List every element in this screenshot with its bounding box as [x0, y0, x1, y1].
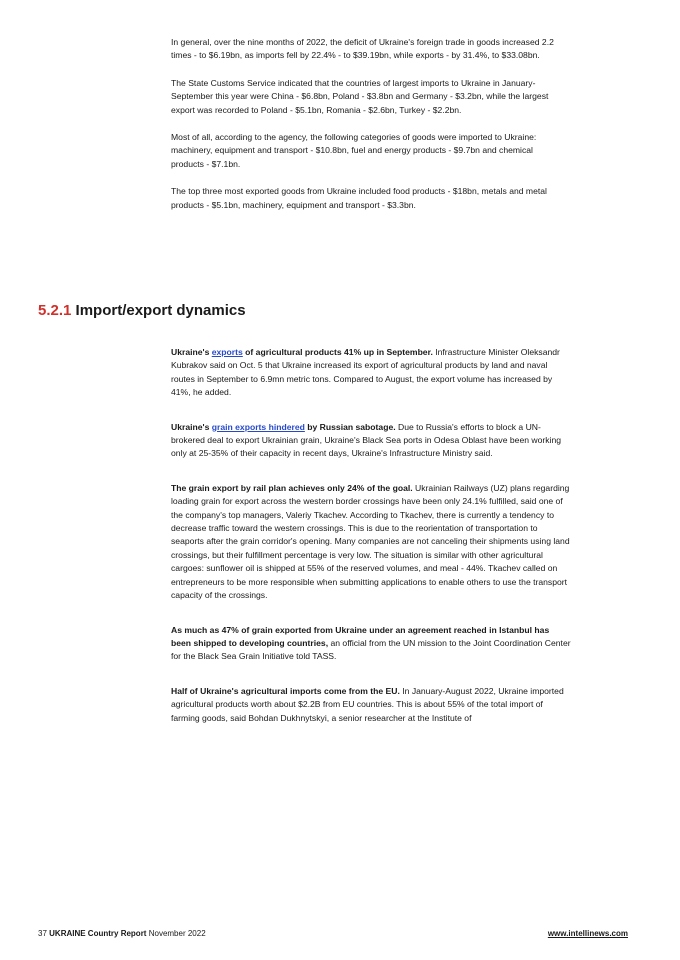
news-body: an official from the UN mission to the Joint Coordination Center for the Black Sea Grain Initiative told TASS. [171, 637, 571, 662]
footer-left [38, 929, 206, 938]
grain-exports-link[interactable]: grain exports hindered [211, 421, 305, 432]
news-item [171, 624, 571, 664]
news-headline: As much as 47% of grain exported from Ukraine under an agreement reached in Istanbul has been shipped to developing countries, [171, 624, 550, 648]
section-title: Import/export dynamics [75, 302, 246, 319]
news-headline: Ukraine's grain exports hindered by Russian sabotage. [171, 421, 396, 432]
news-item [171, 421, 571, 461]
intro-paragraph-exports: The top three most exported goods from Ukraine included food products - $18bn, metals and metal products - $5.1bn, machinery, equipment and transport - $3.3bn. [171, 186, 547, 210]
news-headline: Half of Ukraine's agricultural imports come from the EU. [171, 685, 400, 696]
news-body: In January-August 2022, Ukraine imported agricultural products worth about $2.2B from EU countries. This is about 55% of the total import of farming goods, said Bohdan Dukhnytskyi, a senior researcher at the Institute of [171, 685, 564, 723]
section-number: 5.2.1 [38, 302, 72, 319]
intro-section [171, 36, 567, 226]
website-link[interactable]: www.intellinews.com [547, 929, 628, 938]
exports-link[interactable]: exports [211, 347, 243, 357]
news-item [171, 346, 571, 400]
news-item [171, 685, 571, 725]
news-item [171, 482, 571, 603]
news-list [171, 346, 571, 746]
intro-paragraph-trade-deficit: In general, over the nine months of 2022, the deficit of Ukraine's foreign trade in goods increased 2.2 times - to $6.19bn, as imports fell by 22.4% - to $39.19bn, while exports - by 31.4%, to $33.08bn. [171, 37, 554, 61]
report-title: UKRAINE Country Report [49, 929, 147, 938]
intro-paragraph-customs: The State Customs Service indicated that the countries of largest imports to Ukraine in January-September this year were China - $6.8bn, Poland - $3.8bn and Germany - $3.2bn, while the largest export was recorded to Poland - $5.1bn, Romania - $2.6bn, Turkey - $2.2bn. [171, 77, 549, 115]
section-heading [38, 302, 246, 319]
news-body: Ukrainian Railways (UZ) plans regarding loading grain for export across the western border crossings have been only 24.1% fulfilled, said one of the company's top managers, Valeriy Tkachev. According to Tkachev, there is currently a tendency to decrease traffic toward the western crossings. This is due to the reorientation of transportation to seaports after the grain corridor's opening. Many companies are not canceling their shipments using land crossings, but their fulfillment percentage is very low. The situation is similar with other agricultural cargoes: sunflower oil is shipped at 55% of the reserved volumes, and meal - 44%. Tkachev called on entrepreneurs to be more responsible when submitting applications to enable others to use the transport capacity of the crossings. [171, 482, 570, 601]
report-date: November 2022 [148, 929, 206, 938]
page-number: 37 [38, 929, 47, 938]
news-body: Infrastructure Minister Oleksandr Kubrakov said on Oct. 5 that Ukraine increased its export of agricultural products by land and naval routes in September to 6.9mn metric tons. Compared to August, the export volume has increased by 41%, he added. [171, 347, 560, 398]
news-headline: The grain export by rail plan achieves only 24% of the goal. [171, 482, 413, 493]
news-body: Due to Russia's efforts to block a UN-brokered deal to export Ukrainian grain, Ukraine's Black Sea ports in Odesa Oblast have been working only at 25-35% of their capacity in recent days, Ukraine's Infrastructure Ministry said. [171, 421, 562, 459]
page-footer [38, 929, 628, 938]
intro-paragraph-imports: Most of all, according to the agency, the following categories of goods were imported to Ukraine: machinery, equipment and transport - $10.8bn, fuel and energy products - $9.7bn and chemical products - $7.1bn. [171, 132, 537, 169]
news-headline: Ukraine's exports of agricultural products 41% up in September. [171, 347, 433, 357]
